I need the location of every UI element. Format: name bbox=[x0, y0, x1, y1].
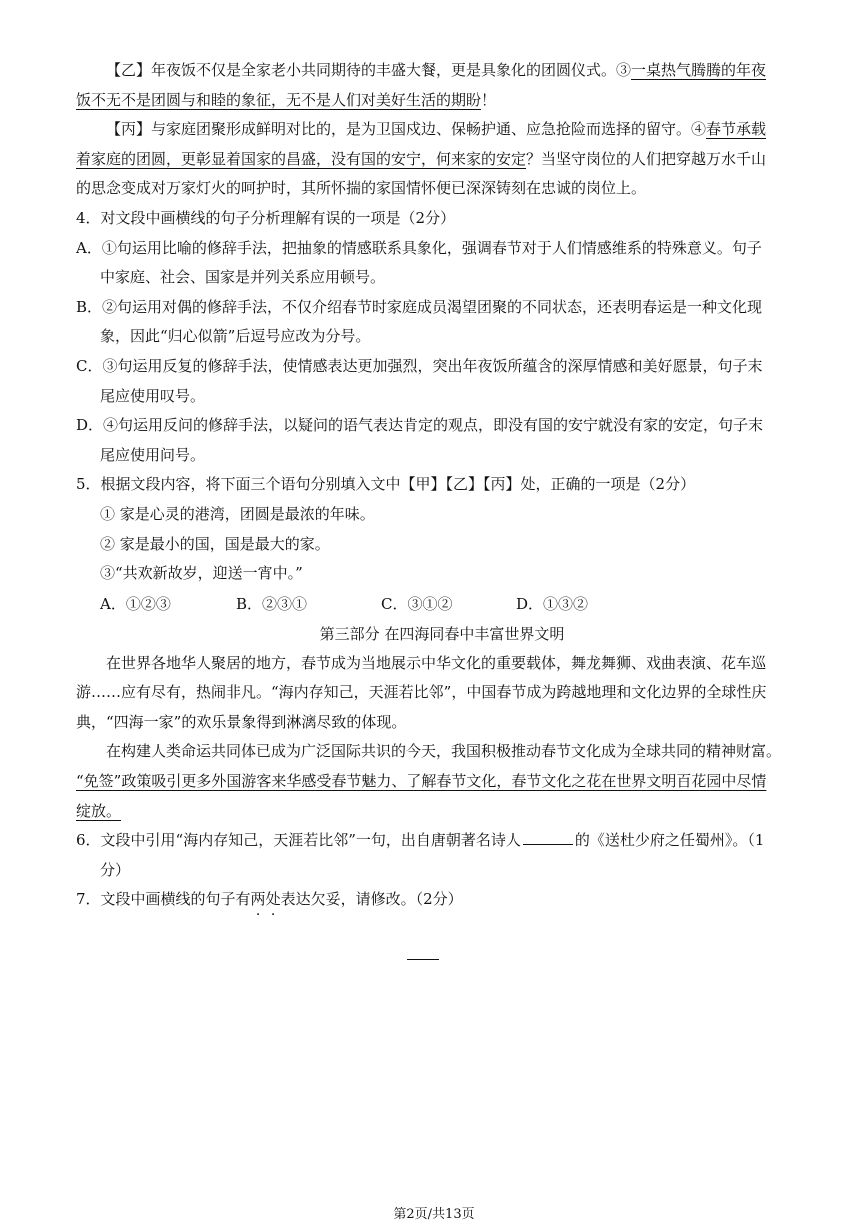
question-6: 6．文段中引用“海内存知己，天涯若比邻”一句，出自唐朝著名诗人 的《送杜少府之任蜀州》。（1 分） bbox=[76, 831, 765, 879]
q5-option-b: B．②③① bbox=[236, 594, 308, 613]
bing-underlined-sentence: 春节承载 bbox=[706, 120, 767, 139]
q5-options bbox=[76, 589, 808, 619]
question-4-stem: 4．对文段中画横线的句子分析理解有误的一项是（2分） bbox=[76, 208, 456, 227]
part3-underlined-sentence: “免签”政策吸引更多外国游客来华感受春节魅力、了解春节文化，春节文化之花在世界文明百花园中尽情 bbox=[76, 772, 767, 791]
bing-underlined-sentence-cont: 着家庭的团圆，更彰显着国家的昌盛，没有国的安宁，何来家的安定 bbox=[76, 149, 527, 168]
q5-sentence-2: ② 家是最小的国，国是最大的家。 bbox=[100, 534, 330, 553]
q4-option-a: A．①句运用比喻的修辞手法，把抽象的情感联系具象化，强调春节对于人们情感维系的特殊意义。句子 bbox=[76, 238, 762, 257]
part3-underlined-sentence-cont: 绽放。 bbox=[76, 801, 122, 820]
question-7: 7．文段中画横线的句子有两处表达欠妥，请修改。（2分） bbox=[76, 890, 463, 909]
page-number: 第2页/共13页 bbox=[393, 1207, 475, 1222]
q4-option-b: B．②句运用对偶的修辞手法，不仅介绍春节时家庭成员渴望团聚的不同状态，还表明春运是一种文化现 bbox=[76, 297, 763, 316]
question-5-stem: 5．根据文段内容，将下面三个语句分别填入文中【甲】【乙】【丙】处，正确的一项是（2分） bbox=[76, 475, 696, 494]
q5-option-d: D．①③② bbox=[516, 594, 589, 613]
part-3: 第三部分 在四海同春中丰富世界文明 在世界各地华人聚居的地方，春节成为当地展示中华文化的重要载体，舞龙舞狮、戏曲表演、花车巡 游……应有尽有，热闹非凡。“海内存知己，天涯若比邻”，中国春节成为跨越地理和文化边界的全球性庆 典，“四海一家”的欢乐景象得到淋漓尽致的体现。 在构建人类命运共同体已成为广泛国际共识的今天，我国积极推动春节文化成为全球共同的精神财富。 “免签”政策吸引更多外国游客来华感受春节魅力、了解春节文化，春节文化之花在世界文明百花园中尽情 绽放。 bbox=[76, 619, 808, 827]
question-5 bbox=[76, 470, 808, 618]
yi-underlined-sentence-cont: 饭不无不是团圆与和睦的象征，无不是人们对美好生活的期盼 bbox=[76, 90, 482, 109]
q5-sentence-3: ③“共欢新故岁，迎送一宵中。” bbox=[100, 564, 303, 583]
emphasis-dot-char: 两 bbox=[250, 890, 266, 909]
q5-option-a: A．①②③ bbox=[100, 594, 171, 613]
section-title: 第三部分 在四海同春中丰富世界文明 bbox=[319, 624, 565, 643]
paragraph-bing: 【丙】与家庭团聚形成鲜明对比的，是为卫国戍边、保畅护通、应急抢险而选择的留守。④春节承载 着家庭的团圆，更彰显着国家的昌盛，没有国的安宁，何来家的安定？当坚守岗位的人们把穿越万水千山 的思念变成对万家灯火的呵护时，其所怀揣的家国情怀便已深深铸刻在忠诚的岗位上。 bbox=[76, 120, 767, 198]
q4-option-d: D．④句运用反问的修辞手法，以疑问的语气表达肯定的观点，即没有国的安宁就没有家的安定，句子末 bbox=[76, 416, 764, 435]
question-4: 4．对文段中画横线的句子分析理解有误的一项是（2分） A．①句运用比喻的修辞手法，把抽象的情感联系具象化，强调春节对于人们情感维系的特殊意义。句子 中家庭、社会、国家是并列关系应用顿号。 B．②句运用对偶的修辞手法，不仅介绍春节时家庭成员渴望团聚的不同状态，还表明春运是一种文化现 象，因此“归心似箭”后逗号应改为分号。 C．③句运用反复的修辞手法，使情感表达更加强烈，突出年夜饭所蕴含的深厚情感和美好愿景，句子末 尾应使用叹号。 D．④句运用反问的修辞手法，以疑问的语气表达肯定的观点，即没有国的安宁就没有家的安定，句子末 尾应使用问号。 bbox=[76, 204, 808, 470]
q5-option-c: C．③①② bbox=[381, 594, 453, 613]
answer-line bbox=[407, 959, 439, 960]
q4-option-c: C．③句运用反复的修辞手法，使情感表达更加强烈，突出年夜饭所蕴含的深厚情感和美好愿景，句子末 bbox=[76, 356, 763, 375]
q5-sentence-1: ① 家是心灵的港湾，团圆是最浓的年味。 bbox=[100, 504, 375, 523]
answer-blank[interactable] bbox=[523, 829, 573, 845]
emphasis-dot-char: 处 bbox=[265, 890, 281, 909]
yi-underlined-sentence: 一桌热气腾腾的年夜 bbox=[631, 61, 767, 79]
yi-text: 【乙】年夜饭不仅是全家老小共同期待的丰盛大餐，更是具象化的团圆仪式。③ bbox=[106, 61, 632, 79]
paragraph-yi: 【乙】年夜饭不仅是全家老小共同期待的丰盛大餐，更是具象化的团圆仪式。③一桌热气腾腾的年夜 饭不无不是团圆与和睦的象征，无不是人们对美好生活的期盼！ bbox=[76, 61, 767, 109]
